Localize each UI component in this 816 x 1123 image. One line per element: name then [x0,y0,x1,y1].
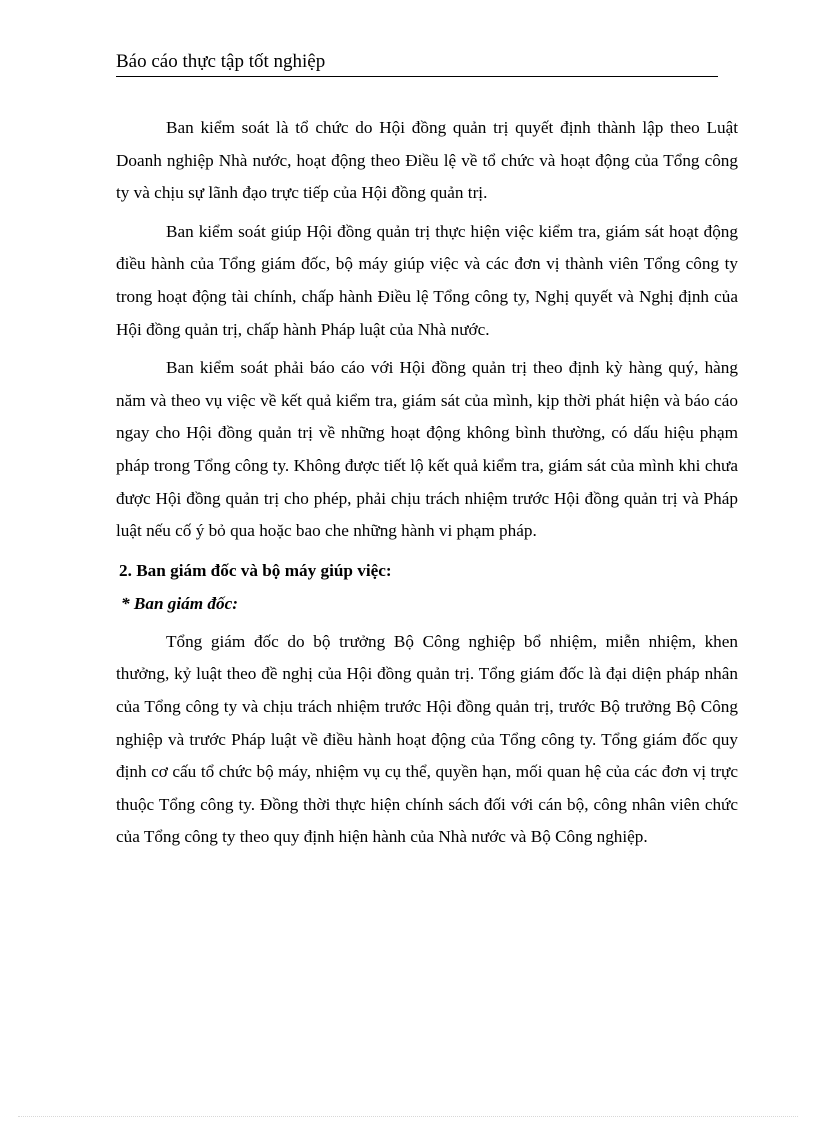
subsection-heading: * Ban giám đốc: [121,593,238,613]
header-title: Báo cáo thực tập tốt nghiệp [116,51,326,72]
page-bottom-divider [18,1116,798,1117]
paragraph-supervisory-board-duties: Ban kiểm soát giúp Hội đồng quản trị thực hiện việc kiểm tra, giám sát hoạt động điều hành của Tổng giám đốc, bộ máy giúp việc và các đơn vị thành viên Tổng công ty trong hoạt động tài chính, chấp hành Điều lệ Tổng công ty, Nghị quyết và Nghị định của Hội đồng quản trị, chấp hành Pháp luật của Nhà nước. [116,221,738,339]
paragraph-general-director: Tổng giám đốc do bộ trưởng Bộ Công nghiệp bổ nhiệm, miễn nhiệm, khen thưởng, kỷ luật theo đề nghị của Hội đồng quản trị. Tổng giám đốc là đại diện pháp nhân của Tổng công ty và chịu trách nhiệm trước Hội đồng quản trị, trước Bộ trưởng Bộ Công nghiệp và trước Pháp luật về điều hành hoạt động của Tổng công ty. Tổng giám đốc quy định cơ cấu tổ chức bộ máy, nhiệm vụ cụ thể, quyền hạn, mối quan hệ của các đơn vị trực thuộc Tổng công ty. Đồng thời thực hiện chính sách đối với cán bộ, công nhân viên chức của Tổng công ty theo quy định hiện hành của Nhà nước và Bộ Công nghiệp. [116,631,738,847]
page-header [116,48,718,77]
section-heading: 2. Ban giám đốc và bộ máy giúp việc: [119,560,392,580]
paragraph-supervisory-board-reporting: Ban kiểm soát phải báo cáo với Hội đồng quản trị theo định kỳ hàng quý, hàng năm và theo vụ việc về kết quả kiểm tra, giám sát của mình, kịp thời phát hiện và báo cáo ngay cho Hội đồng quản trị về những hoạt động không bình thường, có dấu hiệu phạm pháp trong Tổng công ty. Không được tiết lộ kết quả kiểm tra, giám sát của mình khi chưa được Hội đồng quản trị cho phép, phải chịu trách nhiệm trước Hội đồng quản trị và Pháp luật nếu cố ý bỏ qua hoặc bao che những hành vi phạm pháp. [116,358,738,541]
paragraph-supervisory-board-definition: Ban kiểm soát là tổ chức do Hội đồng quản trị quyết định thành lập theo Luật Doanh nghiệp Nhà nước, hoạt động theo Điều lệ về tổ chức và hoạt động của Tổng công ty và chịu sự lãnh đạo trực tiếp của Hội đồng quản trị. [116,118,738,203]
document-body [116,112,738,860]
